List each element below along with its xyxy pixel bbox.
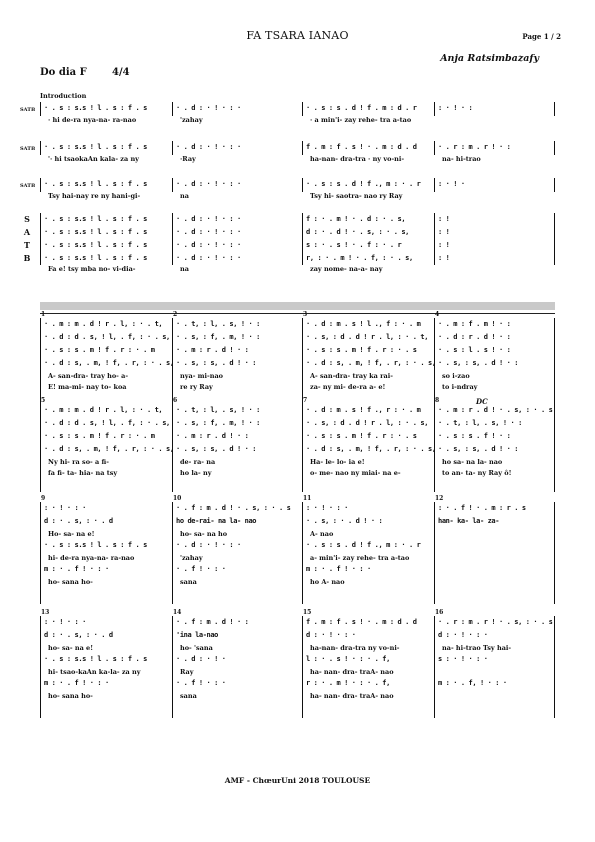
sys2-l1-lyric-m1: fa fi- ta- hia- na tsy [48,469,118,477]
sys4-r3-notes-m4: m : · . f, ! · : · [438,679,507,687]
sys1-r2-notes-m4: · . s : l . s ! · : [438,346,511,354]
system-3-barline-0 [40,502,41,604]
sys1-l1-lyric-m3: za- ny mi- de-ra a- e! [310,383,386,391]
sys2-l0-lyric-m1: Ny hi- ra so- a fi- [48,458,109,466]
sys2-l1-lyric-m2: ho la- ny [180,469,212,477]
intro-row-2-lyric-m2: na [180,192,189,200]
sys1-l0-lyric-m4: so i-zao [442,372,470,380]
intro-row-0-notes-m2: · . d : · ! · : · [176,104,241,112]
intro-row-2-notes-m3: · . s : s . d ! f ., m : · . r [306,180,421,188]
sys1-r3-notes-m1: · . d : s, . m, ! f, . r, : · . s, [44,359,174,367]
intro-row-0-notes-m1: · . s : s.s ! l . s : f . s [44,104,147,112]
satb-voice-t-notes-m2: · . d : · ! · : · [176,241,241,249]
satb-label: SATB [20,183,36,189]
sys1-r1-notes-m3: · . s, : d . d ! r . l, : · . t, [306,333,429,341]
system-1-barline-4 [554,318,555,406]
measure-number: 14 [173,609,182,616]
sys3-l2-lyric-m1: ho- sana ho- [48,578,93,586]
sys3-l2-lyric-m2: sana [180,578,197,586]
voice-label-a: A [23,227,31,237]
sys2-r1-notes-m2: · . s, : f, . m, ! · : [176,419,260,427]
footer: AMF - ChœurUni 2018 TOULOUSE [224,776,371,785]
intro-row-1-notes-m3: f . m : f . s ! · . m : d . d [306,143,417,151]
sys3-l0-lyric-m3: A- nao [310,530,334,538]
intro-2-barline-0 [40,178,41,192]
sys2-r2-notes-m1: · . s : s . m ! f . r : · . m [44,432,155,440]
intro-1-barline-0 [40,141,41,155]
sys2-r1-notes-m4: · . t, : l, . s, ! · : [438,419,522,427]
satb-voice-s-notes-m1: · . s : s.s ! l . s : f . s [44,215,147,223]
sys4-r2-notes-m3: l : · . s ! · : · . f, [306,655,390,663]
measure-number: 8 [435,397,440,404]
system-4-barline-2 [302,616,303,718]
sys4-l1-lyric-m2: Ray [180,668,194,676]
sys1-r3-notes-m2: · . s, : s, . d ! · : [176,359,257,367]
intro-row-0-notes-m4: : · ! · : [438,104,473,112]
sys4-r2-notes-m4: s : · ! · : · [438,655,488,663]
sys2-r0-notes-m3: · . d : m . s ! f ., r : · . m [306,406,421,414]
sys4-l1-lyric-m1: hi- tsao-kaAn ka-la- za ny [48,668,141,676]
measure-number: 15 [303,609,312,616]
intro-row-1-lyric-m1: '· hi tsaokaAn kala- za ny [48,155,139,163]
sys3-r1-notes-m2: ho de-rai- na la- nao [176,517,257,525]
intro-row-0-lyric-m3: · a min'i- zay rehe- tra a-tao [310,116,412,124]
sys1-r2-notes-m3: · . s : s . m ! f . r : · . s [306,346,417,354]
sys1-r3-notes-m4: · . s, : s, . d ! · : [438,359,519,367]
measure-number: 16 [435,609,444,616]
system-4-barline-4 [554,616,555,718]
measure-number: 11 [303,495,312,502]
sys3-r0-notes-m1: : · ! · : · [44,504,86,512]
sys1-l1-lyric-m2: re ry Ray [180,383,213,391]
sys4-r3-notes-m3: r : · . m ! · : · . f, [306,679,390,687]
satb-barline-2 [302,213,303,265]
intro-0-barline-0 [40,102,41,116]
system-2-barline-0 [40,404,41,492]
measure-number: 12 [435,495,444,502]
voice-label-t: T [24,240,30,250]
intro-2-barline-3 [434,178,435,192]
sys2-r0-notes-m1: · . m : m . d ! r . l, : · . t, [44,406,163,414]
intro-row-1-lyric-m2: ·Ray [180,155,196,163]
sys1-r1-notes-m1: · . d : d . s, ! l, . f, : · . s, [44,333,170,341]
satb-voice-s-notes-m4: : ! [438,215,450,223]
sys4-l2-lyric-m1: ho- sana ho- [48,692,93,700]
intro-1-barline-3 [434,141,435,155]
intro-2-barline-4 [554,178,555,192]
intro-row-1-lyric-m3: ha-nan- dra-tra · ny vo-ni- [310,155,405,163]
sys4-l1-lyric-m3: ha- nan- dra- traA- nao [310,668,394,676]
satb-label: SATB [20,146,36,152]
intro-2-barline-2 [302,178,303,192]
satb-voice-b-notes-m3: r, : · . m ! · . f, : · . s, [306,254,413,262]
page-title: FA TSARA IANAO [246,29,349,42]
measure-number: 2 [173,311,178,318]
sys1-l0-lyric-m1: A- san-dra- tray ho- a- [48,372,129,380]
system-3-barline-1 [172,502,173,604]
sys2-r3-notes-m3: · . d : s, . m, ! f, . r, : · . s, [306,445,436,453]
system-3-barline-4 [554,502,555,604]
da-capo-mark: DC [476,397,488,406]
sys1-r1-notes-m4: · . d : r . d ! · : [438,333,511,341]
sys4-r0-notes-m4: · . r : m . r ! · . s, : · . s [438,618,553,626]
intro-2-barline-1 [172,178,173,192]
sys3-r1-notes-m1: d : · . s, : · . d [44,517,113,525]
sys2-l0-lyric-m2: de- ra- na [180,458,216,466]
composer-name: Anja Ratsimbazafy [440,53,539,64]
system-4-barline-1 [172,616,173,718]
satb-voice-t-notes-m4: : ! [438,241,450,249]
satb-voice-b-notes-m1: · . s : s.s ! l . s : f . s [44,254,147,262]
system-1-barline-2 [302,318,303,406]
satb-label: SATB [20,107,36,113]
system-4-barline-3 [434,616,435,718]
sys4-r0-notes-m1: : · ! · : · [44,618,86,626]
intro-row-0-notes-m3: · . s : s . d ! f . m : d . r [306,104,417,112]
satb-voice-b-notes-m4: : ! [438,254,450,262]
sys4-r1-notes-m3: d : · ! · : · [306,631,356,639]
system-1-barline-0 [40,318,41,406]
intro-row-1-notes-m1: · . s : s.s ! l . s : f . s [44,143,147,151]
sys4-r2-notes-m1: · . s : s.s ! l . s : f . s [44,655,147,663]
sys2-r0-notes-m4: · . m : r . d ! · . s, : · . s [438,406,553,414]
intro-0-barline-4 [554,102,555,116]
sys1-l0-lyric-m2: nya- mi-nao [180,372,223,380]
sys2-r2-notes-m4: · . s : s . f ! · : [438,432,511,440]
sys3-l1-lyric-m3: a- min'i- zay rehe- tra a-tao [310,554,410,562]
sys2-r0-notes-m2: · . t, : l, . s, ! · : [176,406,260,414]
sys3-l1-lyric-m2: 'zahay [180,554,203,562]
sys2-r2-notes-m3: · . s : s . m ! f . r : · . s [306,432,417,440]
sys4-l0-lyric-m2: ho- 'sana [180,644,213,652]
system-2-barline-2 [302,404,303,492]
sys1-r0-notes-m4: · . m : f . m ! · : [438,320,511,328]
satb-barline-4 [554,213,555,265]
sys2-l0-lyric-m3: Ha- le- lo- ia e! [310,458,365,466]
sys1-l0-lyric-m3: A- san-dra- tray ka rai- [310,372,393,380]
separator-rule [40,313,555,314]
sys2-l1-lyric-m3: o- me- nao ny miai- na e- [310,469,401,477]
satb-voice-a-notes-m2: · . d : · ! · : · [176,228,241,236]
measure-number: 9 [41,495,46,502]
intro-row-2-notes-m4: : · ! · [438,180,465,188]
page-number: Page 1 / 2 [522,32,561,41]
satb-barline-1 [172,213,173,265]
sys4-l2-lyric-m3: ha- nan- dra- traA- nao [310,692,394,700]
sys3-r1-notes-m4: han- ka- la- za- [438,517,500,525]
satb-voice-a-notes-m3: d : · . d ! · . s, : · . s, [306,228,409,236]
system-2-barline-4 [554,404,555,492]
satb-barline-0 [40,213,41,265]
sys3-r3-notes-m1: m : · . f ! · : · [44,565,109,573]
intro-0-barline-3 [434,102,435,116]
sys3-r0-notes-m3: : · ! · : · [306,504,348,512]
intro-0-barline-1 [172,102,173,116]
measure-number: 6 [173,397,178,404]
intro-row-1-lyric-m4: na- hi-trao [442,155,481,163]
sys3-r3-notes-m3: m : · . f ! · : · [306,565,371,573]
intro-1-barline-4 [554,141,555,155]
sys3-l0-lyric-m2: ho- sa- na ho [180,530,228,538]
satb-voice-a-notes-m1: · . s : s.s ! l . s : f . s [44,228,147,236]
measure-number: 13 [41,609,50,616]
sys1-r0-notes-m1: · . m : m . d ! r . l, : · . t, [44,320,163,328]
sys3-l0-lyric-m1: Ho- sa- na e! [48,530,95,538]
intro-row-2-notes-m1: · . s : s.s ! l . s : f . s [44,180,147,188]
satb-voice-a-notes-m4: : ! [438,228,450,236]
sys1-r1-notes-m2: · . s, : f, . m, ! · : [176,333,260,341]
voice-label-s: S [24,214,30,224]
sys4-r1-notes-m1: d : · . s, : · . d [44,631,113,639]
sys1-l1-lyric-m1: E! ma-mi- nay to- koa [48,383,127,391]
time-signature: 4/4 [112,67,130,78]
sys1-r2-notes-m2: · . m : r . d ! · : [176,346,249,354]
separator-band [40,302,555,310]
sys2-r2-notes-m2: · . m : r . d ! · : [176,432,249,440]
sys2-l0-lyric-m4: ho sa- na la- nao [442,458,503,466]
sys4-r3-notes-m1: m : · . f ! · : · [44,679,109,687]
sys3-r0-notes-m4: : · . f ! · . m : r . s [438,504,526,512]
sys2-l1-lyric-m4: to an- ta- ny Ray ô! [442,469,512,477]
sys1-r0-notes-m2: · . t, : l, . s, ! · : [176,320,260,328]
satb-voice-t-notes-m3: s : · . s ! · . f : · . r [306,241,402,249]
measure-number: 7 [303,397,308,404]
key-signature: Do dia F [40,67,87,78]
sys4-r2-notes-m2: · . d : · ! · [176,655,226,663]
sys4-l0-lyric-m1: ho- sa- na e! [48,644,94,652]
satb-voice-s-notes-m3: f : · . m ! · . d : · . s, [306,215,406,223]
sys4-r3-notes-m2: · . f ! · : · [176,679,226,687]
satb-voice-s-notes-m2: · . d : · ! · : · [176,215,241,223]
satb-lyric-m1: Fa e! tsy mba no- vi-dia- [48,265,136,273]
sys4-l2-lyric-m2: sana [180,692,197,700]
intro-row-1-notes-m4: · . r : m . r ! · : [438,143,511,151]
sys4-r1-notes-m4: d : · ! · : · [438,631,488,639]
sys2-r3-notes-m2: · . s, : s, . d ! · : [176,445,257,453]
sys4-r0-notes-m3: f . m : f . s ! · . m : d . d [306,618,417,626]
measure-number: 10 [173,495,182,502]
intro-label: Introduction [40,92,87,100]
sys3-r1-notes-m3: · . s, : · . d ! · : [306,517,383,525]
intro-row-0-lyric-m1: · hi de-ra nya-na- ra-nao [48,116,137,124]
sys4-l0-lyric-m4: na- hi-trao Tsy hai- [442,644,512,652]
intro-1-barline-1 [172,141,173,155]
sys3-l2-lyric-m3: ho A- nao [310,578,345,586]
system-3-barline-3 [434,502,435,604]
sys2-r1-notes-m3: · . s, : d . d ! r . l, : · . s, [306,419,429,427]
sys1-r0-notes-m3: · . d : m . s ! l ., f : · . m [306,320,421,328]
sys4-l0-lyric-m3: ha-nan- dra-tra ny vo-ni- [310,644,400,652]
sys4-r1-notes-m2: 'ina la-nao [176,631,218,639]
sys4-r0-notes-m2: · . f : m . d ! · : [176,618,249,626]
sys3-l1-lyric-m1: hi- de-ra nya-na- ra-nao [48,554,135,562]
sys2-r3-notes-m4: · . s, : s, . d ! · : [438,445,519,453]
satb-voice-b-notes-m2: · . d : · ! · : · [176,254,241,262]
sys1-r2-notes-m1: · . s : s . m ! f . r : · . m [44,346,155,354]
satb-barline-3 [434,213,435,265]
sys1-r3-notes-m3: · . d : s, . m, ! f, . r, : · . s, [306,359,436,367]
intro-row-0-lyric-m2: 'zahay [180,116,203,124]
sys2-r1-notes-m1: · . d : d . s, ! l, . f, : · . s, [44,419,170,427]
sys2-r3-notes-m1: · . d : s, . m, ! f, . r, : · . s, [44,445,174,453]
satb-lyric-m3: zay nome- na-a- nay [310,265,383,273]
sys3-r3-notes-m2: · . f ! · : · [176,565,226,573]
sys3-r2-notes-m3: · . s : s . d ! f ., m : · . r [306,541,421,549]
intro-0-barline-2 [302,102,303,116]
satb-lyric-m2: na [180,265,189,273]
intro-row-2-lyric-m1: Tsy hai-nay re ny hani-gi- [48,192,141,200]
sys1-l1-lyric-m4: to i-ndray [442,383,478,391]
measure-number: 3 [303,311,308,318]
intro-row-1-notes-m2: · . d : · ! · : · [176,143,241,151]
sys3-r2-notes-m1: · . s : s.s ! l . s : f . s [44,541,147,549]
measure-number: 5 [41,397,46,404]
system-3-barline-2 [302,502,303,604]
intro-1-barline-2 [302,141,303,155]
sys3-r0-notes-m2: · . f : m . d ! · . s, : · . s [176,504,291,512]
measure-number: 1 [41,311,46,318]
voice-label-b: B [23,253,31,263]
intro-row-2-lyric-m3: Tsy hi- saotra- nao ry Ray [310,192,403,200]
measure-number: 4 [435,311,440,318]
intro-row-2-notes-m2: · . d : · ! · : · [176,180,241,188]
sys3-r2-notes-m2: · . d : · ! · : · [176,541,241,549]
satb-voice-t-notes-m1: · . s : s.s ! l . s : f . s [44,241,147,249]
system-4-barline-0 [40,616,41,718]
